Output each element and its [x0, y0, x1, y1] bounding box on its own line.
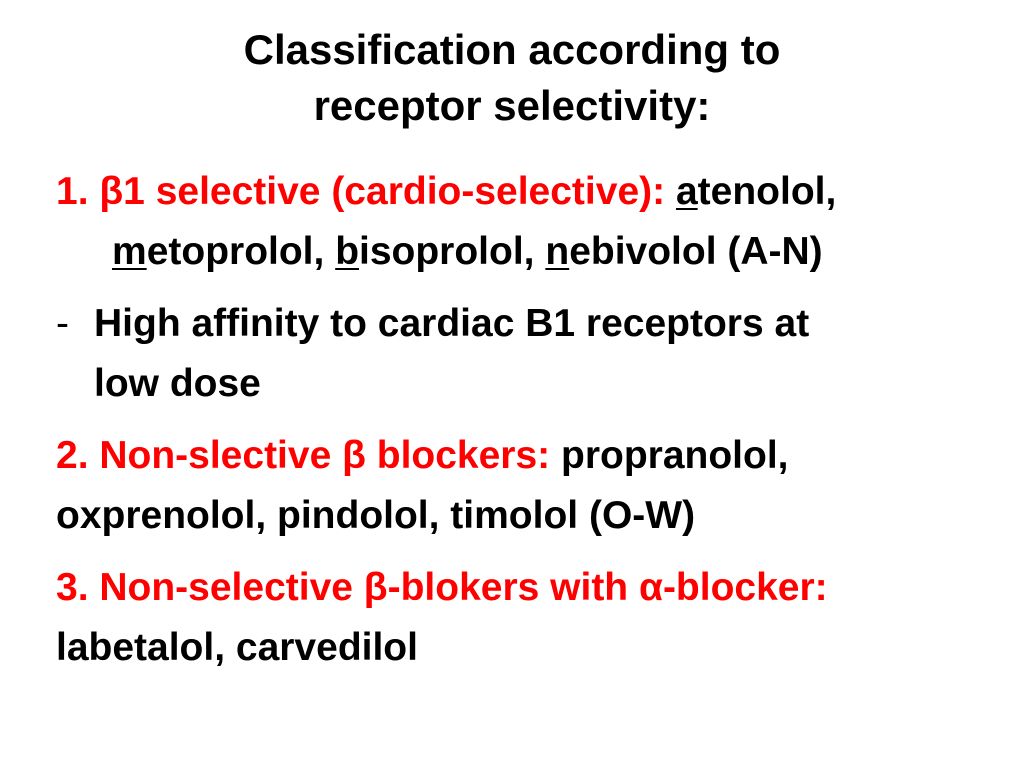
item-2-drugs-1: propranolol,	[561, 434, 789, 477]
drug-rest: ebivolol (A-N)	[569, 230, 823, 273]
item-1-line-2	[56, 222, 976, 282]
title-line-2: receptor selectivity:	[313, 82, 711, 129]
item-3-heading: 3. Non-selective β-blokers with α-blocker:	[56, 566, 828, 609]
item-2-line-1	[56, 426, 976, 486]
mnemonic-letter: n	[545, 230, 570, 273]
drug-nebivolol	[545, 230, 822, 273]
item-1-heading: 1. β1 selective (cardio-selective):	[56, 170, 666, 213]
mnemonic-letter: b	[335, 230, 360, 273]
item-2-line-2: oxprenolol, pindolol, timolol (O-W)	[56, 494, 696, 537]
drug-rest: etoprolol,	[146, 230, 336, 273]
drug-rest: isoprolol,	[359, 230, 546, 273]
drug-bisoprolol	[335, 230, 545, 273]
mnemonic-letter: m	[112, 230, 147, 273]
dash-bullet: -	[56, 302, 69, 345]
title-line-1: Classification according to	[243, 26, 781, 73]
slide-title	[0, 22, 1024, 134]
drug-rest: tenolol,	[697, 170, 837, 213]
note-line-1: High affinity to cardiac B1 receptors at	[94, 302, 810, 345]
drug-metoprolol	[112, 230, 335, 273]
item-2-heading: 2. Non-slective β blockers:	[56, 434, 551, 477]
item-1-line-1	[56, 162, 976, 222]
drug-atenolol	[676, 170, 836, 213]
note-line-2: low dose	[94, 362, 261, 405]
slide-body	[56, 162, 976, 678]
item-3-drugs: labetalol, carvedilol	[56, 626, 418, 669]
mnemonic-letter: a	[675, 170, 698, 213]
note-block	[56, 294, 976, 414]
